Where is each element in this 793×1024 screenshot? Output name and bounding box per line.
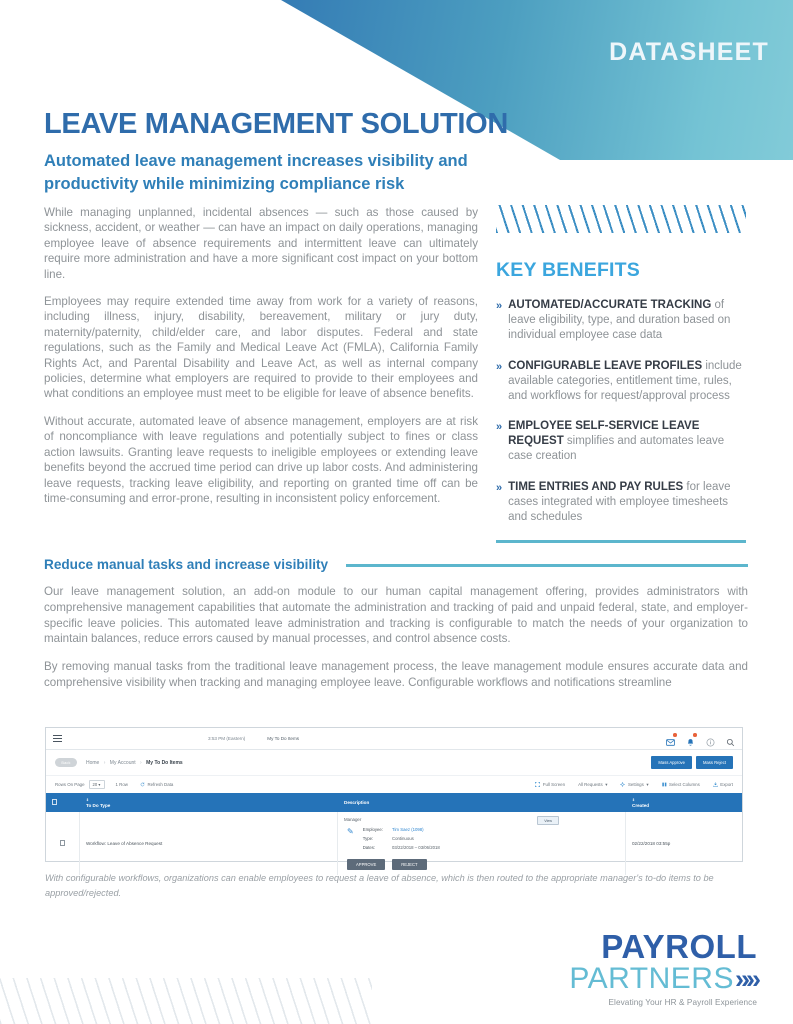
key-benefits-panel xyxy=(496,205,746,543)
export-icon xyxy=(713,782,718,787)
app-topbar xyxy=(46,728,742,750)
benefit-rest: simplifies and automates leave case creation xyxy=(508,435,725,463)
app-topbar-icons xyxy=(666,734,735,743)
cell-created: 02/22/2018 03:55p xyxy=(632,840,671,846)
rows-on-page-control xyxy=(55,780,173,789)
refresh-icon xyxy=(140,782,145,787)
description-body xyxy=(344,825,619,854)
benefit-lead: EMPLOYEE SELF-SERVICE LEAVE REQUEST xyxy=(508,420,700,448)
section-header xyxy=(44,557,748,572)
filter-dropdown[interactable] xyxy=(578,782,607,788)
mass-action-buttons xyxy=(651,756,733,768)
app-clock: 3:53 PM (Eastern) xyxy=(208,736,246,741)
mail-icon[interactable] xyxy=(666,734,675,743)
rows-on-page-label: Rows On Page xyxy=(55,782,85,787)
field-label-type: Type: xyxy=(362,835,374,841)
intro-body-column xyxy=(44,205,478,518)
list-item xyxy=(496,298,746,344)
hatch-decoration-icon xyxy=(496,205,746,233)
filter-label: All Requests xyxy=(578,782,603,787)
benefit-lead: CONFIGURABLE LEAVE PROFILES xyxy=(508,359,703,372)
benefit-rest: include available categories, entitlement time, rules, and workflows for request/approval process xyxy=(508,359,742,402)
refresh-data-button[interactable] xyxy=(140,782,173,787)
benefit-rest: for leave cases integrated with employee timesheets and schedules xyxy=(508,480,731,523)
app-breadcrumb-bar xyxy=(46,750,742,776)
key-benefits-title: KEY BENEFITS xyxy=(496,259,640,281)
chevron-down-icon: ▾ xyxy=(98,782,101,787)
benefit-lead: TIME ENTRIES AND PAY RULES xyxy=(508,480,684,493)
column-header-created[interactable] xyxy=(626,798,742,808)
column-header-label: To Do Type xyxy=(86,802,111,808)
logo-line-payroll: PAYROLL xyxy=(601,928,757,965)
page-title: LEAVE MANAGEMENT SOLUTION xyxy=(44,108,509,140)
edit-pencil-icon[interactable]: ✎ xyxy=(347,827,354,836)
cell-to-do-type: Workflow: Leave of Absence Request xyxy=(80,812,338,875)
full-screen-button[interactable] xyxy=(535,782,565,787)
page-subtitle: Automated leave management increases visibility and productivity while minimizing compliance risk xyxy=(44,152,468,193)
gear-icon xyxy=(620,782,625,787)
datasheet-badge: DATASHEET xyxy=(609,38,769,66)
bottom-hatch-decoration-icon xyxy=(0,978,372,1024)
product-screenshot xyxy=(45,727,743,867)
select-columns-button[interactable] xyxy=(662,782,700,787)
bell-icon[interactable] xyxy=(686,734,695,743)
section-reduce-manual-tasks xyxy=(44,557,748,691)
description-action-buttons xyxy=(344,859,619,870)
select-columns-label: Select Columns xyxy=(669,782,700,787)
logo-tagline: Elevating Your HR & Payroll Experience xyxy=(608,998,757,1007)
full-screen-icon xyxy=(535,782,540,787)
benefit-text xyxy=(508,480,746,526)
intro-paragraph-3: Without accurate, automated leave of absence management, employers are at risk of noncompliance with leave regulations and potentially subject to fines or class action lawsuits. Granting leave requests to ineligible employees or extending leave benefits beyond the accrued time period can drive up labor costs. And administering leave requests, tracking leave eligibility, and reporting on granted time off can be time-consuming and error-prone, resulting in inconsistent policy enforcement. xyxy=(44,414,478,505)
logo-line-partners: PARTNERS xyxy=(569,962,734,995)
column-header-label: Description xyxy=(344,800,370,805)
table-header-row xyxy=(46,793,742,812)
intro-paragraph-2: Employees may require extended time away from work for a variety of reasons, including illness, injury, disability, bereavement, military or jury duty, maternity/paternity, child/elder care, and labor disputes. Federal and state regulations, such as the Family and Medical Leave Act (FMLA), California Family Rights Act, and Parental Disability and Leave Act, as well as internal company policies, determine what employers are required to provide to their employees and what conditions an employee must meet to be eligible for leave of absence benefits. xyxy=(44,295,478,401)
section-paragraph-1: Our leave management solution, an add-on module to our human capital management offering, provides administrators with comprehensive management capabilities that automate the administration and tracking of paid and unpaid federal, state, and employer-specific leave policies. This automated leave administration and tracking is configurable to match the needs of your organization to maintain balances, reduce errors caused by manual processes, and control absence costs. xyxy=(44,585,748,646)
full-screen-label: Full Screen xyxy=(542,782,566,787)
mass-reject-button[interactable]: Mass Reject xyxy=(696,756,733,768)
export-button[interactable] xyxy=(713,782,733,787)
double-chevron-icon: » xyxy=(496,421,503,434)
notification-badge xyxy=(693,733,697,737)
column-header-to-do-type[interactable] xyxy=(80,798,338,808)
table-row xyxy=(46,812,742,875)
key-benefits-list xyxy=(496,298,746,525)
description-field-table xyxy=(361,825,442,854)
figure-caption: With configurable workflows, organizations can enable employees to request a leave of absence, which is then routed to the appropriate manager's to-do items to be approved/rejected. xyxy=(45,873,714,898)
breadcrumb xyxy=(86,760,183,766)
column-header-description[interactable] xyxy=(338,800,626,805)
breadcrumb-item-current: My To Do Items xyxy=(146,759,183,766)
logo-line-partners-row xyxy=(569,963,757,995)
hamburger-menu-icon[interactable] xyxy=(53,733,62,744)
intro-paragraph-1: While managing unplanned, incidental absences — such as those caused by sickness, accident, or weather — can have an impact on daily operations, managing employee leave of absence requirements and intermittent leave can ultimately require more administration and have a more significant cost impact on your bottom line. xyxy=(44,206,478,281)
settings-label: Settings xyxy=(627,782,644,787)
app-table-toolbar xyxy=(46,776,742,793)
company-logo xyxy=(569,930,757,1007)
mass-approve-button[interactable]: Mass Approve xyxy=(651,756,692,768)
view-button[interactable]: View xyxy=(537,816,559,825)
field-label-employee: Employee: xyxy=(362,827,384,832)
benefit-lead: AUTOMATED/ACCURATE TRACKING xyxy=(508,299,712,311)
table-row xyxy=(363,845,440,852)
double-chevron-icon: » xyxy=(496,300,503,312)
rows-on-page-select[interactable] xyxy=(89,780,106,789)
breadcrumb-item-my-account[interactable]: My Account xyxy=(109,759,136,766)
info-icon[interactable] xyxy=(706,734,715,743)
column-header-select xyxy=(46,799,80,806)
sort-indicator-icon: ⇕ xyxy=(632,797,635,802)
double-chevron-icon: »» xyxy=(734,964,757,994)
double-chevron-icon: » xyxy=(496,481,503,494)
toolbar-right-group xyxy=(535,782,733,788)
back-button[interactable]: Back xyxy=(55,758,77,767)
chevron-down-icon: ▾ xyxy=(646,781,649,787)
list-item xyxy=(496,480,746,526)
breadcrumb-separator: › xyxy=(103,759,106,766)
breadcrumb-separator: › xyxy=(140,759,142,766)
row-count-label: 1 Row xyxy=(115,782,128,787)
description-heading: Manager xyxy=(344,817,362,822)
benefit-text xyxy=(508,419,746,465)
field-value-type: Continuous xyxy=(392,835,414,841)
select-all-checkbox[interactable] xyxy=(52,799,57,805)
sort-indicator-icon: ⇕ xyxy=(86,797,89,802)
section-paragraph-2: By removing manual tasks from the traditional leave management process, the leave management module ensures accurate data and comprehensive visibility when tracking and managing employee leave. Configurable workflows and notifications streamline xyxy=(44,660,748,689)
approve-button[interactable]: APPROVE xyxy=(347,859,385,870)
benefit-text xyxy=(508,298,746,344)
field-value-dates: 03/22/2018 – 03/06/2018 xyxy=(392,844,440,850)
table-row xyxy=(363,827,440,834)
app-page-name: My To Do Items xyxy=(267,736,300,741)
benefit-rest: of leave eligibility, type, and duration based on individual employee case data xyxy=(508,299,731,342)
chevron-down-icon: ▾ xyxy=(605,781,608,787)
section-title: Reduce manual tasks and increase visibility xyxy=(44,557,329,572)
breadcrumb-item-home[interactable]: Home xyxy=(86,759,100,766)
divider xyxy=(496,540,746,543)
notification-badge xyxy=(673,733,677,737)
cell-description xyxy=(338,812,626,875)
export-label: Export xyxy=(720,782,733,787)
row-select-cell xyxy=(46,812,80,875)
columns-icon xyxy=(662,782,667,787)
double-chevron-icon: » xyxy=(496,360,503,373)
divider xyxy=(346,564,748,568)
search-icon[interactable] xyxy=(726,734,735,743)
refresh-data-label: Refresh Data xyxy=(147,782,174,787)
table-row xyxy=(363,836,440,843)
reject-button[interactable]: REJECT xyxy=(392,859,426,870)
field-label-dates: Dates: xyxy=(362,844,376,850)
list-item xyxy=(496,419,746,465)
column-header-label: Created xyxy=(632,802,650,808)
settings-dropdown[interactable] xyxy=(620,782,648,788)
field-value-employee[interactable]: Tim Saez (1098) xyxy=(392,827,424,832)
benefit-text xyxy=(508,359,746,405)
rows-on-page-value: 20 xyxy=(92,782,98,787)
list-item xyxy=(496,359,746,405)
row-checkbox[interactable] xyxy=(60,840,65,846)
